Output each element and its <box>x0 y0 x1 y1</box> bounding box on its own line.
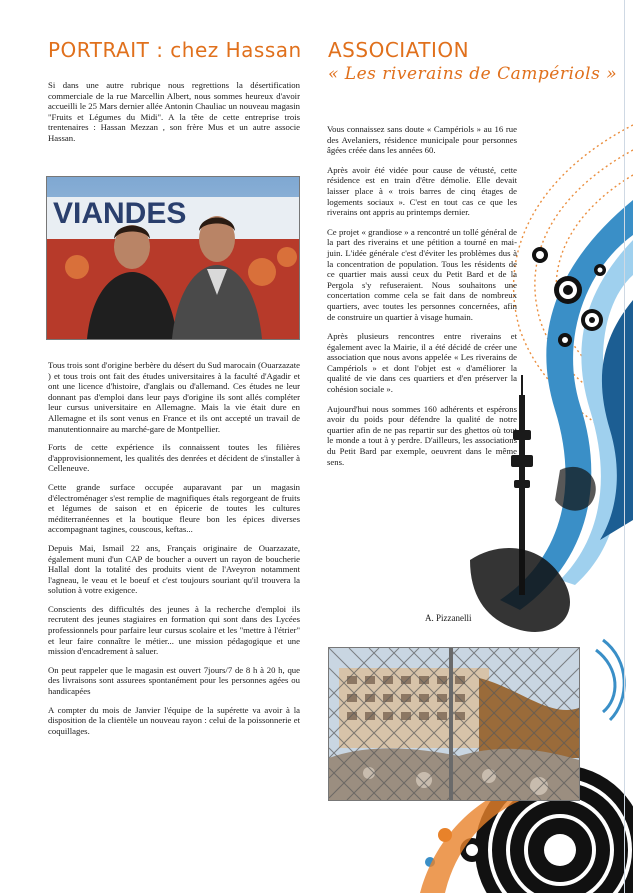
paragraph: Tous trois sont d'origine berbère du désert du Sud marocain (Ouarzazate ) et tous trois ont fait des études universitaires à la faculté d'Agadir et ont une licence d'histoire, d'anglais ou d'allemand. Ces études ne leur donnant pas d'emploi dans leur pays d'origine ils sont allés compléter leur cursus universitaire en Allemagne. Mais la vie était dure en Allemagne et ils sont venus en France et ils ont accepté un travail de manutentionnaire au marché-gare de Montpellier. <box>48 360 300 434</box>
paragraph: Vous connaissez sans doute « Campériols » au 16 rue des Avelaniers, résidence municipale pour personnes âgées créée dans les années 60. <box>327 124 517 156</box>
camperiols-building-photo <box>328 647 580 801</box>
paragraph: Depuis Mai, Ismail 22 ans, Français originaire de Ouarzazate, également muni d'un CAP de boucher a ouvert un rayon de boucherie Hallal dont la totalité des produits vient de l'Aveyron notamment l'agneau, le veau et le boeuf et c'est toujours souriant qu'il trouvera la solution à votre exigence. <box>48 542 300 596</box>
page-edge-line <box>624 0 625 893</box>
article-signature: A. Pizzanelli <box>425 613 472 623</box>
portrait-title: PORTRAIT : chez Hassan <box>48 38 302 62</box>
association-body <box>327 124 517 476</box>
paragraph: Ce projet « grandiose » a rencontré un tollé général de la part des riverains et une pétition a tourné en mai-juin. L'idée générale c'est d'éviter les problèmes dus à la concentration de population. Tous les résidents de ce quartier mais aussi ceux du Petit Bard et de la Pergola s'y refuseraient. Nous souhaitons une concertation comme cela se fait dans de nombreux quartiers, avec toutes les personnes concernées, afin de construire un quartier à visage humain. <box>327 226 517 322</box>
paragraph: Conscients des difficultés des jeunes à la recherche d'emploi ils recrutent des jeunes stagiaires en formation qui sont dans des Lycées professionnels pour parfaire leur cursus scolaire et les "mettre à l'étrier" et leur faire connaître le métier... une mission pédagogique et une mission d'encadrement à saluer. <box>48 603 300 657</box>
portrait-body <box>48 360 300 744</box>
association-subtitle: « Les riverains de Campériols » <box>328 64 618 84</box>
paragraph: Après plusieurs rencontres entre riverains et également avec la Mairie, il a été décidé de créer une association que nous avons appelée « Les riverains de Campériols » et dont l'objet est « d'améliorer la qualité de vie dans ces quartiers et d'en préserver la cohésion sociale ». <box>327 331 517 395</box>
association-title: ASSOCIATION <box>328 38 470 62</box>
paragraph: Après avoir été vidée pour cause de vétusté, cette résidence est en train d'être démolie. Elle devait laisser place à « trois barres de cinq étages de logements sociaux ». C'est en tout cas ce que les riverains ont appris au printemps dernier. <box>327 164 517 218</box>
paragraph: On peut rappeler que le magasin est ouvert 7jours/7 de 8 h à 20 h, que des livraisons sont assurees spontanément pour les personnes agées ou handicapées <box>48 664 300 697</box>
paragraph: Si dans une autre rubrique nous regrettions la désertification commerciale de la rue Marcellin Albert, nous sommes heureux d'avoir accueilli le 25 Mars dernier allée Antonin Chauliac un nouveau magasin "Fruits et Légumes du Midi". A la tête de cette entreprise trois trentenaires : Hassan Mezzan , son frère Mus et un autre associe Hassan. <box>48 80 300 143</box>
demolition-illustration <box>329 648 579 800</box>
viandes-sign: VIANDES <box>53 197 187 230</box>
paragraph: A compter du mois de Janvier l'équipe de la supérette va avoir à la disposition de la clientèle un nouveau rayon : celui de la poissonnerie et coquillages. <box>48 704 300 736</box>
portrait-intro <box>48 80 300 152</box>
shop-owners-illustration <box>47 177 299 339</box>
shop-owners-photo <box>46 176 300 340</box>
paragraph: Cette grande surface occupée auparavant par un magasin d'électroménager s'est remplie de magnifiques étals regorgeant de fruits et légumes de saison et en épicerie de toutes les cultures méditerranéennes et la boutique fleure bon les épices diverses accompagnant tagines, couscous, keftas... <box>48 481 300 535</box>
paragraph: Aujourd'hui nous sommes 160 adhérents et espérons avoir du poids pour défendre la qualité de notre quartier afin de ne pas repartir sur des ghettos où tout le monde a tout à y perdre. D'ailleurs, les associations du Petit Bard par exemple, oeuvrent dans le même sens. <box>327 403 517 467</box>
paragraph: Forts de cette expérience ils connaissent toutes les filières d'approvisionnement, les qualités des denrées et décident de s'installer à Celleneuve. <box>48 442 300 474</box>
